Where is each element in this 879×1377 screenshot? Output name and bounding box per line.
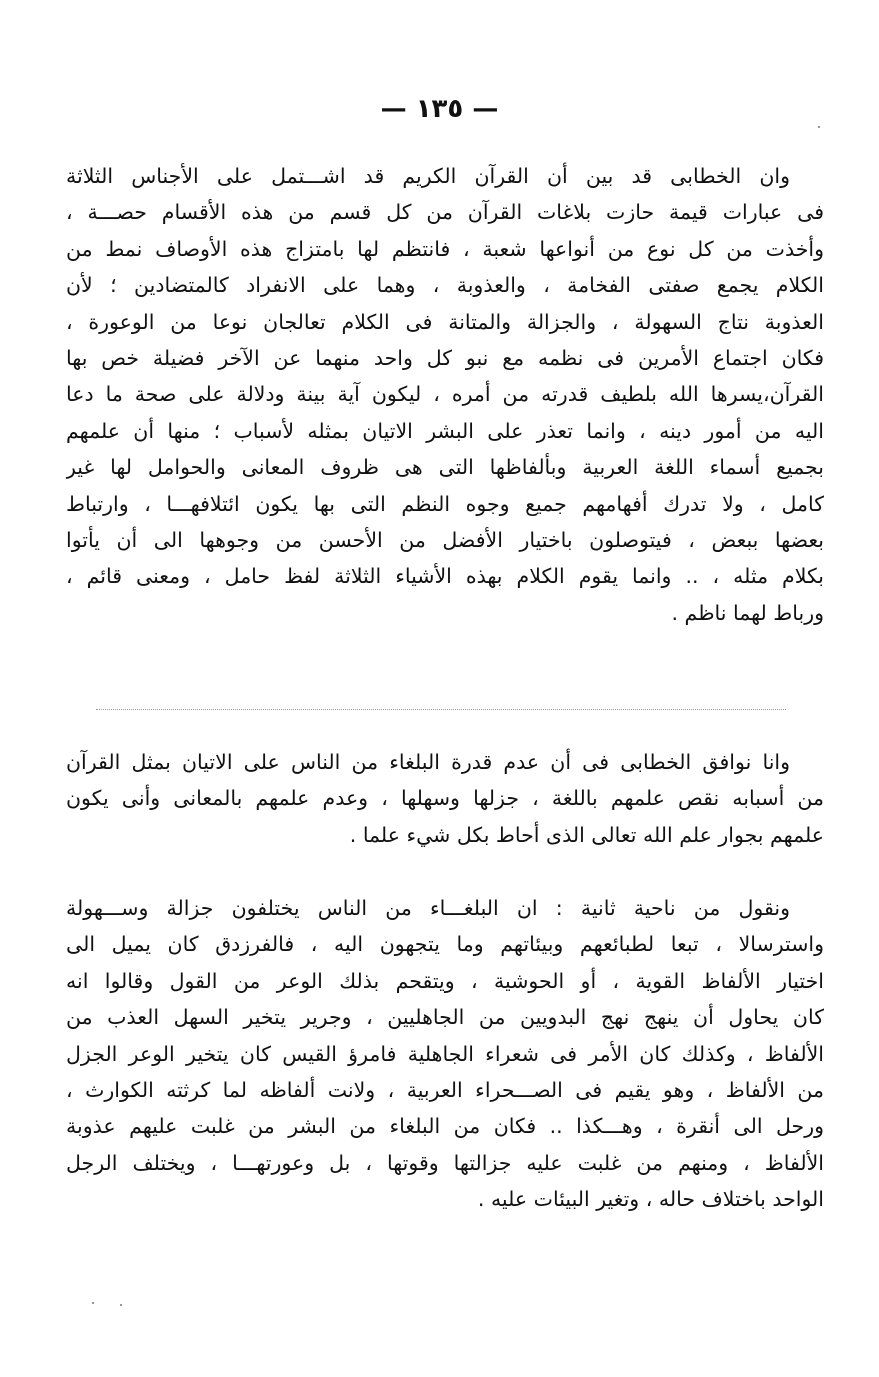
paragraph-2 [66,744,824,853]
text-line: الواحد باختلاف حاله ، وتغير البيئات عليه . [477,1187,824,1212]
text-line: كامل ، ولا تدرك أفهامهم جميع وجوه النظم التى بها يكون ائتلافهـــا ، وارتباط [66,491,824,516]
text-line: واسترسالا ، تبعا لطبائعهم وبيئاتهم وما يتجهون اليه ، فالفرزدق كان يميل الى [66,932,824,957]
text-line: من أسبابه نقص علمهم باللغة ، جزلها وسهلها ، وعدم علمهم بالمعانى وأنى يكون [66,786,824,811]
text-line: فى عبارات قيمة حازت بلاغات القرآن من كل قسم من هذه الأقسام حصـــة ، [66,200,824,225]
paragraph-1 [66,158,824,631]
text-line: الكلام يجمع صفتى الفخامة ، والعذوبة ، وهما على الانفراد كالمتضادين ؛ لأن [66,273,824,298]
text-line: وان الخطابى قد بين أن القرآن الكريم قد اشـــتمل على الأجناس الثلاثة [66,164,790,188]
text-line: ورحل الى أنقرة ، وهـــكذا .. فكان من البلغاء من البشر من غلبت عليهم عذوبة [66,1114,824,1139]
text-line: ونقول من ناحية ثانية : ان البلغـــاء من الناس يختلفون جزالة وســـهولة [66,896,790,920]
text-line: من الألفاظ ، وهو يقيم فى الصـــحراء العربية ، ولانت ألفاظه لما كرثته الكوارث ، [66,1077,824,1102]
text-line: وانا نوافق الخطابى فى أن عدم قدرة البلغاء من الناس على الاتيان بمثل القرآن [66,750,790,774]
text-line: كان يحاول أن ينهج نهج البدويين من الجاهليين ، وجرير يتخير السهل العذب من [66,1005,824,1030]
scan-speck [818,126,820,128]
separator-rule [96,709,786,710]
paragraph-3 [66,890,824,1218]
text-line: الألفاظ ، ومنهم من غلبت عليه جزالتها وقوتها ، بل وعورتهـــا ، ويختلف الرجل [66,1150,824,1175]
text-line: فكان اجتماع الأمرين فى نظمه مع نبو كل واحد منهما عن الآخر فضيلة خص بها [66,345,824,370]
text-line: العذوبة نتاج السهولة ، والجزالة والمتانة فى الكلام تعالجان نوعا من الوعورة ، [66,309,824,334]
text-line: القرآن،يسرها الله بلطيف قدرته من أمره ، ليكون آية بينة ودلالة على صحة ما دعا [66,382,824,407]
page-number: — ١٣٥ — [380,94,499,124]
scan-speck [92,1302,94,1304]
text-line: بجميع أسماء اللغة العربية وبألفاظها التى هى ظروف المعانى والحوامل لها غير [66,455,824,480]
text-line: ورباط لهما ناظم . [671,600,824,625]
text-line: الألفاظ ، وكذلك كان الأمر فى شعراء الجاهلية فامرؤ القيس كان يتخير الوعر الجزل [66,1041,824,1066]
text-line: اليه من أمور دينه ، وانما تعذر على البشر الاتيان بمثله لأسباب ؛ منها أن علمهم [66,418,824,443]
scan-speck [120,1304,122,1306]
text-line: بعضها ببعض ، فيتوصلون باختيار الأفضل من الأحسن من وجوهها الى أن يأتوا [66,527,824,552]
text-line: علمهم بجوار علم الله تعالى الذى أحاط بكل شيء علما . [349,822,824,847]
text-line: وأخذت من كل نوع من أنواعها شعبة ، فانتظم لها بامتزاج هذه الأوصاف نمط من [66,236,824,261]
text-line: اختيار الألفاظ القوية ، أو الحوشية ، ويتقحم بذلك الوعر من القول وقالوا انه [66,968,824,993]
text-line: بكلام مثله ، .. وانما يقوم الكلام بهذه الأشياء الثلاثة لفظ حامل ، ومعنى قائم ، [66,564,824,589]
